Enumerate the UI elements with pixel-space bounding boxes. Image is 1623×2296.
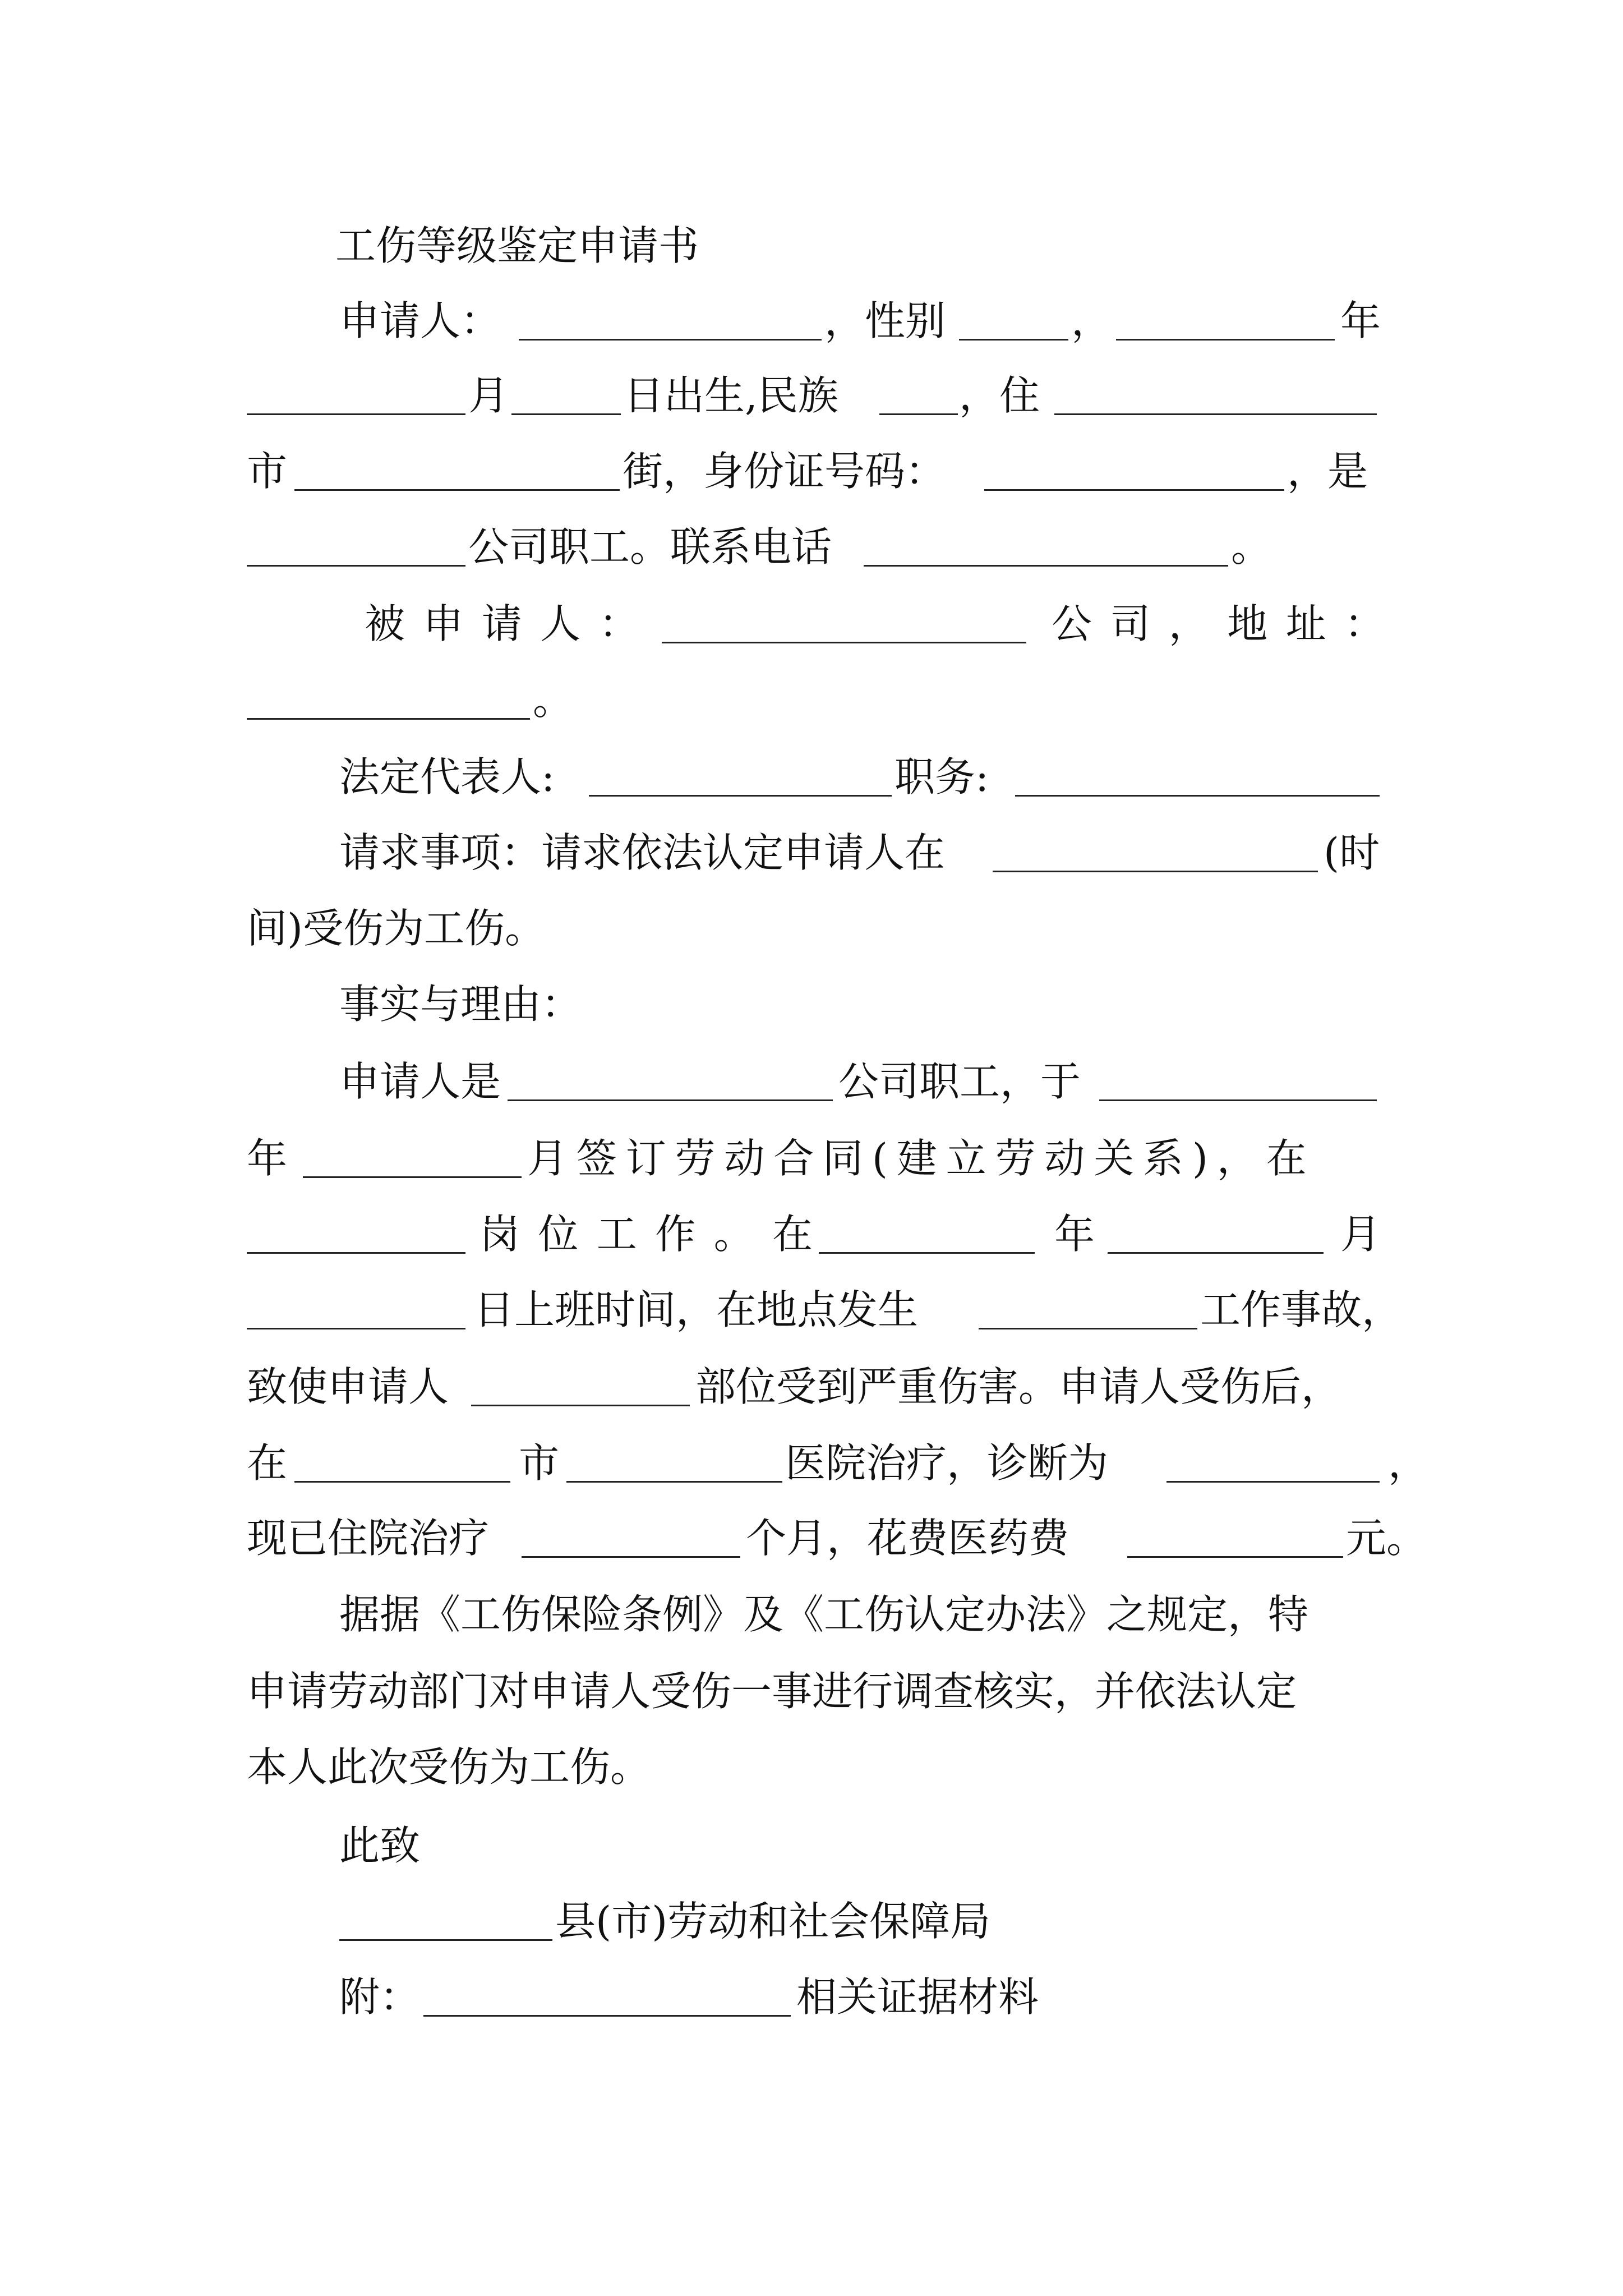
accident-month-blank[interactable] (1108, 1252, 1324, 1254)
respondent-line-1 (0, 590, 1623, 657)
request-line-1 (0, 819, 1623, 886)
birth-year-blank[interactable] (1116, 339, 1335, 341)
accident-type-blank[interactable] (979, 1328, 1197, 1329)
facts-line-5 (0, 1353, 1623, 1420)
applicant-name-blank[interactable] (519, 339, 822, 341)
facts-text: 部位受到严重伤害。申请人受伤后， (695, 1363, 1342, 1410)
comma-text: ， (1388, 1439, 1429, 1487)
yuan-text: 元。 (1346, 1515, 1427, 1562)
salutation: 此致 (339, 1822, 421, 1869)
attachment-line (0, 1963, 1623, 2031)
facts-heading-line (0, 970, 1623, 1038)
is-text: ，是 (1287, 448, 1368, 495)
month-text: 月 (1340, 1211, 1381, 1258)
accident-day-blank[interactable] (247, 1328, 465, 1329)
respondent-label: 被申请人： (365, 600, 658, 647)
accident-year-blank[interactable] (819, 1252, 1035, 1254)
employer-blank[interactable] (247, 565, 465, 567)
gender-blank[interactable] (959, 339, 1068, 341)
facts-text: 日上班时间，在地点发生 (474, 1286, 919, 1333)
company-staff-text: 公司职工。联系电话 (468, 523, 832, 570)
basis-text: 据据《工伤保险条例》及《工伤认定办法》之规定，特 (339, 1591, 1309, 1638)
basis-line-2 (0, 1658, 1623, 1725)
gender-label: ，性别 (824, 297, 946, 344)
city-text: 市 (247, 448, 288, 495)
hospital-city-blank[interactable] (294, 1481, 510, 1483)
birth-month-blank[interactable] (247, 413, 465, 415)
position-label: 职务: (895, 753, 989, 800)
facts-line-6 (0, 1429, 1623, 1497)
birth-day-blank[interactable] (511, 413, 621, 415)
diagnosis-blank[interactable] (1166, 1481, 1380, 1483)
hospital-name-blank[interactable] (566, 1481, 782, 1483)
bureau-text: 县(市)劳动和社会保障局 (555, 1898, 991, 1945)
facts-text: 工作事故， (1200, 1286, 1403, 1333)
basis-line-1 (0, 1581, 1623, 1648)
respondent-address-blank[interactable] (247, 718, 530, 720)
request-text: 请求事项：请求依法认定申请人在 (339, 829, 946, 876)
hospital-months-blank[interactable] (522, 1556, 740, 1558)
facts-text: 月签订劳动合同(建立劳动关系)，在 (527, 1135, 1316, 1182)
applicant-label: 申请人： (339, 297, 501, 344)
request-line-2 (0, 895, 1623, 962)
position-blank[interactable] (1015, 795, 1380, 797)
born-ethnicity-text: 日出生,民族 (624, 372, 838, 419)
street-blank[interactable] (294, 489, 620, 491)
facts-heading: 事实与理由： (339, 981, 582, 1028)
ethnicity-blank[interactable] (879, 413, 958, 415)
month-text: 月 (468, 372, 509, 419)
live-text: ，住 (959, 372, 1040, 419)
basis-text: 本人此次受伤为工伤。 (247, 1743, 651, 1791)
year-text: 年 (1054, 1211, 1095, 1258)
applicant-line-4 (0, 513, 1623, 581)
closing-line (0, 1812, 1623, 1879)
facts-text: 岗位工作。在 (479, 1211, 831, 1258)
medical-cost-blank[interactable] (1127, 1556, 1343, 1558)
applicant-line-1 (0, 287, 1623, 355)
time-paren-text: (时 (1324, 829, 1380, 876)
period-text: 。 (533, 677, 574, 724)
company-address-text: 公司，地址： (1052, 600, 1403, 647)
facts-line-2 (0, 1125, 1623, 1192)
facts-text: 医院治疗，诊断为 (785, 1439, 1109, 1487)
injury-part-blank[interactable] (471, 1405, 690, 1406)
facts-line-4 (0, 1276, 1623, 1343)
respondent-line-2 (0, 666, 1623, 734)
attachment-label: 附： (339, 1973, 421, 2021)
facts-line-1 (0, 1048, 1623, 1115)
facts-text: 在 (247, 1439, 288, 1487)
facts-text: 公司职工，于 (838, 1058, 1081, 1105)
attachment-blank[interactable] (423, 2015, 791, 2017)
residence-blank[interactable] (1054, 413, 1377, 415)
facts-text: 致使申请人 (247, 1363, 449, 1410)
post-blank[interactable] (247, 1252, 465, 1254)
facts-text: 个月，花费医药费 (746, 1515, 1069, 1562)
county-blank[interactable] (339, 1939, 552, 1941)
period-text: 。 (1231, 523, 1272, 570)
document-title: 工伤等级鉴定申请书 (335, 222, 699, 269)
facts-company-blank[interactable] (508, 1099, 833, 1101)
facts-text: 现已住院治疗 (247, 1515, 490, 1562)
legal-rep-label: 法定代表人: (339, 753, 555, 800)
facts-line-7 (0, 1504, 1623, 1572)
contract-year-blank[interactable] (1099, 1099, 1377, 1101)
request-text-cont: 间)受伤为工伤。 (247, 905, 546, 952)
basis-line-3 (0, 1733, 1623, 1801)
facts-line-3 (0, 1200, 1623, 1268)
id-number-blank[interactable] (984, 489, 1284, 491)
comma-text: ， (1071, 297, 1112, 344)
applicant-line-2 (0, 362, 1623, 429)
injury-time-blank[interactable] (993, 871, 1318, 872)
basis-text: 申请劳动部门对申请人受伤一事进行调查核实，并依法认定 (247, 1668, 1297, 1715)
year-text: 年 (247, 1135, 288, 1182)
street-id-text: 街，身份证号码： (623, 448, 946, 495)
applicant-line-3 (0, 438, 1623, 505)
facts-text: 申请人是 (339, 1058, 501, 1105)
title-line (0, 212, 1623, 279)
bureau-line (0, 1888, 1623, 1955)
attachment-text: 相关证据材料 (796, 1973, 1039, 2021)
respondent-company-blank[interactable] (662, 642, 1026, 643)
phone-blank[interactable] (864, 565, 1228, 567)
city-text: 市 (519, 1439, 560, 1487)
legal-rep-line (0, 743, 1623, 811)
year-text: 年 (1340, 297, 1381, 344)
contract-month-blank[interactable] (303, 1176, 522, 1178)
legal-rep-blank[interactable] (589, 795, 892, 797)
